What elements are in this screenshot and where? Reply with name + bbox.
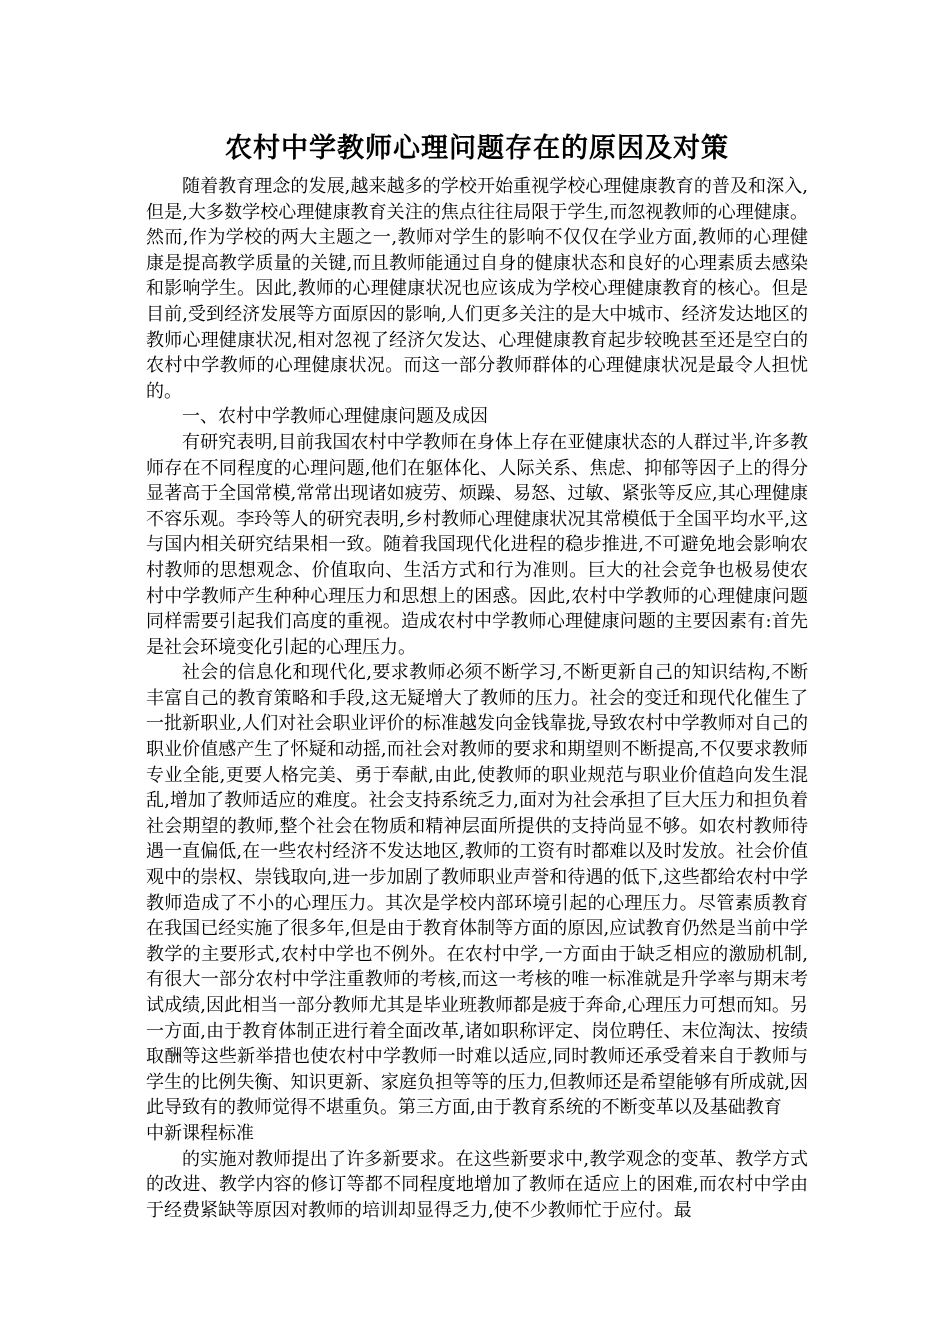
paragraph-curriculum: 的实施对教师提出了许多新要求。在这些新要求中,教学观念的变革、教学方式的改进、教学内容的修订等都不同程度地增加了教师在适应上的困难,而农村中学由于经费紧缺等原因对教师的培训却显得乏力,使不少教师忙于应付。最 — [146, 1148, 808, 1221]
paragraph-intro: 随着教育理念的发展,越来越多的学校开始重视学校心理健康教育的普及和深入,但是,大多数学校心理健康教育关注的焦点往往局限于学生,而忽视教师的心理健康。然而,作为学校的两大主题之一,教师对学生的影响不仅仅在学业方面,教师的心理健康是提高教学质量的关键,而且教师能通过自身的健康状态和良好的心理素质去感染和影响学生。因此,教师的心理健康状况也应该成为学校心理健康教育的核心。但是目前,受到经济发展等方面原因的影响,人们更多关注的是大中城市、经济发达地区的教师心理健康状况,相对忽视了经济欠发达、心理健康教育起步较晚甚至还是空白的农村中学教师的心理健康状况。而这一部分教师群体的心理健康状况是最令人担忧的。 — [146, 176, 808, 402]
document-title: 农村中学教师心理问题存在的原因及对策 — [225, 133, 729, 164]
paragraph-social-pressure: 社会的信息化和现代化,要求教师必须不断学习,不断更新自己的知识结构,不断丰富自己的教育策略和手段,这无疑增大了教师的压力。社会的变迁和现代化催生了一批新职业,人们对社会职业评价的标准越发向金钱靠拢,导致农村中学教师对自己的职业价值感产生了怀疑和动摇,而社会对教师的要求和期望则不断提高,不仅要求教师专业全能,更要人格完美、勇于奉献,由此,使教师的职业规范与职业价值趋向发生混乱,增加了教师适应的难度。社会支持系统乏力,面对为社会承担了巨大压力和担负着社会期望的教师,整个社会在物质和精神层面所提供的支持尚显不够。如农村教师待遇一直偏低,在一些农村经济不发达地区,教师的工资有时都难以及时发放。社会价值观中的崇权、崇钱取向,进一步加剧了教师职业声誉和待遇的低下,这些都给农村中学教师造成了不小的心理压力。其次是学校内部环境引起的心理压力。尽管素质教育在我国已经实施了很多年,但是由于教育体制等方面的原因,应试教育仍然是当前中学教学的主要形式,农村中学也不例外。在农村中学,一方面由于缺乏相应的激励机制,有很大一部分农村中学注重教师的考核,而这一考核的唯一标准就是升学率与期末考试成绩,因此相当一部分教师尤其是毕业班教师都是疲于奔命,心理压力可想而知。另一方面,由于教育体制正进行着全面改革,诸如职称评定、岗位聘任、末位淘汰、按绩取酬等这些新举措也使农村中学教师一时难以适应,同时教师还承受着来自于教师与学生的比例失衡、知识更新、家庭负担等等的压力,但教师还是希望能够有所成就,因此导致有的教师觉得不堪重负。第三方面,由于教育系统的不断变革以及基础教育 — [146, 662, 808, 1119]
section-heading-1: 一、农村中学教师心理健康问题及成因 — [182, 406, 488, 428]
paragraph-fragment: 中新课程标准 — [146, 1122, 254, 1144]
document-page — [146, 128, 808, 1223]
paragraph-research: 有研究表明,目前我国农村中学教师在身体上存在亚健康状态的人群过半,许多教师存在不同程度的心理问题,他们在躯体化、人际关系、焦虑、抑郁等因子上的得分显著高于全国常模,常常出现诸如疲劳、烦躁、易怒、过敏、紧张等反应,其心理健康不容乐观。李玲等人的研究表明,乡村教师心理健康状况其常模低于全国平均水平,这与国内相关研究结果相一致。随着我国现代化进程的稳步推进,不可避免地会影响农村教师的思想观念、价值取向、生活方式和行为准则。巨大的社会竞争也极易使农村中学教师产生种种心理压力和思想上的困惑。因此,农村中学教师的心理健康问题同样需要引起我们高度的重视。造成农村中学教师心理健康问题的主要因素有:首先是社会环境变化引起的心理压力。 — [146, 431, 808, 658]
